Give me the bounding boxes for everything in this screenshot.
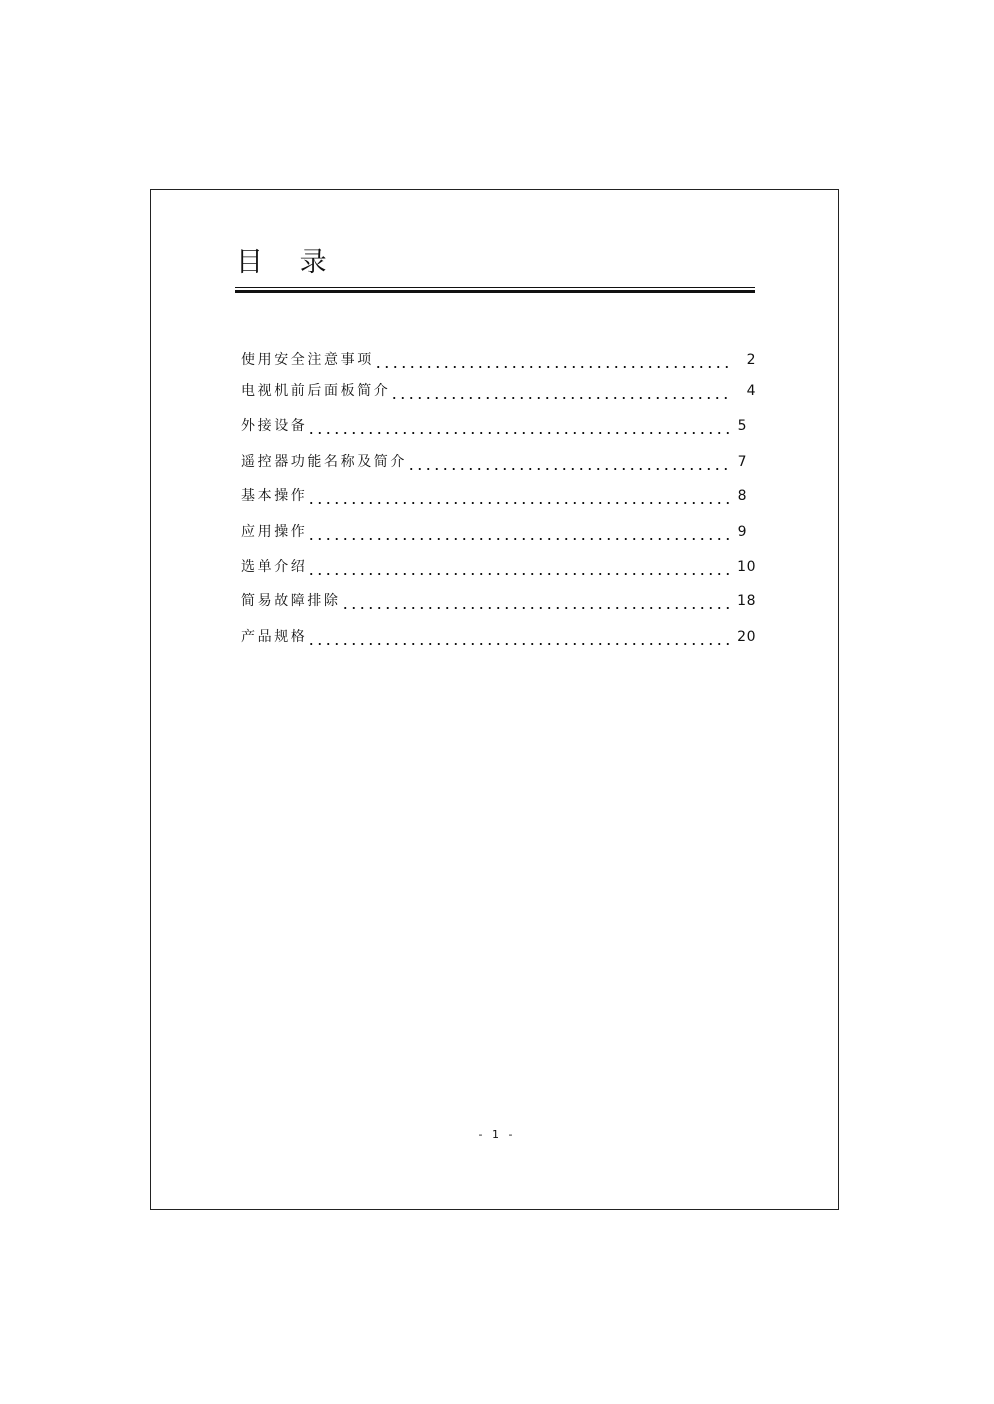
toc-dot-leader — [307, 626, 732, 648]
toc-entry-page: 10 — [737, 559, 756, 575]
page-border — [150, 189, 839, 1210]
toc-dot-leader — [307, 521, 732, 543]
toc-entry-menu[interactable] — [241, 556, 756, 578]
toc-entry-troubleshooting[interactable] — [241, 590, 756, 612]
toc-entry-label: 使用安全注意事项 — [241, 352, 374, 368]
toc-entry-page: 5 — [737, 418, 747, 434]
toc-dot-leader — [307, 485, 732, 507]
title-rule-thick — [235, 290, 755, 293]
toc-entry-page: 2 — [746, 352, 756, 368]
toc-entry-label: 基本操作 — [241, 488, 308, 504]
toc-entry-page: 7 — [737, 454, 747, 470]
toc-dot-leader — [374, 349, 732, 371]
toc-entry-label: 简易故障排除 — [241, 593, 341, 609]
toc-entry-external-devices[interactable] — [241, 415, 756, 437]
toc-entry-basic-operation[interactable] — [241, 485, 756, 507]
toc-entry-page: 9 — [737, 524, 747, 540]
toc-entry-label: 遥控器功能名称及简介 — [241, 454, 407, 470]
toc-dot-leader — [407, 451, 732, 473]
toc-dot-leader — [341, 590, 732, 612]
toc-entry-label: 应用操作 — [241, 524, 308, 540]
toc-entry-page: 8 — [737, 488, 747, 504]
toc-entry-label: 选单介绍 — [241, 559, 308, 575]
toc-entry-page: 20 — [737, 629, 756, 645]
title-rule-thin — [235, 287, 755, 288]
toc-entry-specifications[interactable] — [241, 626, 756, 648]
toc-entry-label: 电视机前后面板简介 — [241, 383, 391, 399]
toc-entry-page: 18 — [737, 593, 756, 609]
toc-entry-label: 外接设备 — [241, 418, 308, 434]
toc-entry-label: 产品规格 — [241, 629, 308, 645]
toc-dot-leader — [307, 556, 732, 578]
toc-entry-app-operation[interactable] — [241, 521, 756, 543]
toc-entry-panels[interactable] — [241, 380, 756, 402]
toc-dot-leader — [390, 380, 732, 402]
page-number: - 1 - — [478, 1128, 516, 1141]
toc-entry-page: 4 — [746, 383, 756, 399]
toc-dot-leader — [307, 415, 732, 437]
toc-entry-safety[interactable] — [241, 349, 756, 371]
toc-entry-remote-control[interactable] — [241, 451, 756, 473]
page-title: 目 录 — [236, 247, 341, 278]
